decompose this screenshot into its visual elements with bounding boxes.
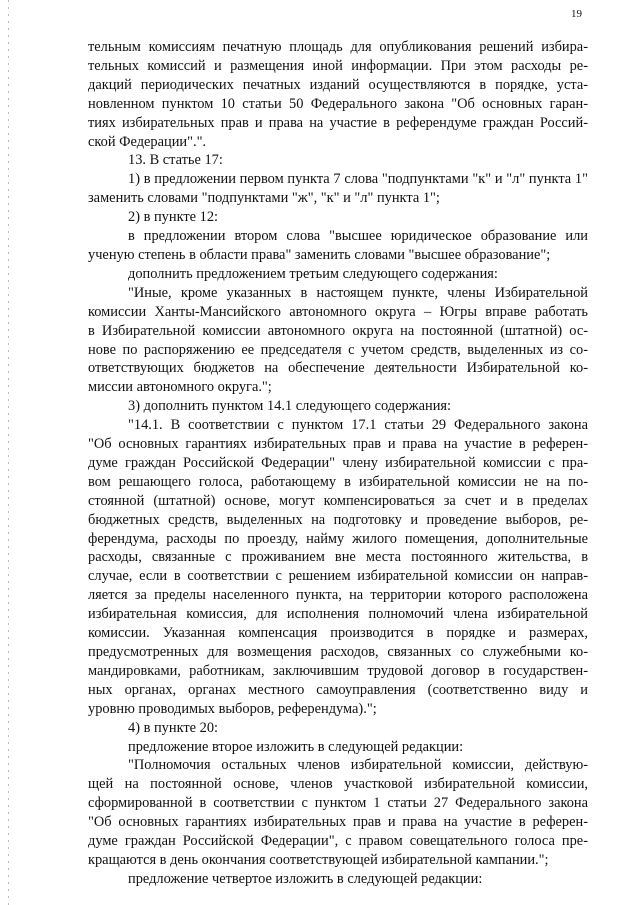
- text-line: дополнить предложением третьим следующего содержания:: [128, 265, 498, 282]
- text-line: предложение второе изложить в следующей редакции:: [128, 738, 464, 755]
- page-number: 19: [571, 8, 582, 20]
- text-line: "Об основных гарантиях избирательных прав и права на участие в референ-: [88, 436, 588, 453]
- text-line: ферендума, расходы по проезду, найму жилого помещения, дополнительные: [88, 530, 588, 547]
- text-line: ных органах, органах местного самоуправления (соответственно виду и: [88, 681, 588, 698]
- text-line: ответствующих бюджетов на обеспечение деятельности Избирательной ко-: [88, 360, 588, 377]
- text-line: 1) в предложении первом пункта 7 слова "подпунктами "к" и "л" пункта 1": [128, 171, 588, 188]
- text-line: стоянной (штатной) основе, могут компенсироваться за счет и в пределах: [88, 492, 588, 509]
- text-line: расходы, связанные с проживанием вне места постоянного жительства, в: [88, 549, 588, 566]
- text-line: комиссии Ханты-Мансийского автономного округа – Югры вправе работать: [88, 303, 588, 320]
- text-line: мандировками, работникам, заключившим трудовой договор в государствен-: [88, 662, 588, 679]
- text-line: "14.1. В соответствии с пунктом 17.1 статьи 29 Федерального закона: [128, 417, 588, 434]
- text-line: тиях избирательных прав и права на участие в референдуме граждан Россий-: [88, 114, 588, 131]
- document-body: [88, 38, 588, 889]
- text-line: новленном пунктом 10 статьи 50 Федерального закона "Об основных гаран-: [88, 95, 588, 112]
- text-line: "Об основных гарантиях избирательных прав и права на участие в референ-: [88, 814, 588, 831]
- text-line: дакций периодических печатных изданий осуществляются в порядке, уста-: [88, 76, 588, 93]
- text-line: случае, если в соответствии с решением избирательной комиссии он направ-: [88, 568, 588, 585]
- text-line: ученую степень в области права" заменить словами "высшее образование";: [88, 246, 551, 263]
- text-line: бюджетных средств, выделенных на подготовку и проведение выборов, ре-: [88, 511, 588, 528]
- text-line: в предложении втором слова "высшее юридическое образование или: [128, 228, 588, 245]
- text-line: сформированной в соответствии с пунктом 1 статьи 27 Федерального закона: [88, 795, 588, 812]
- text-line: 3) дополнить пунктом 14.1 следующего содержания:: [128, 398, 452, 415]
- text-line: вом решающего голоса, работающему в избирательной комиссии не на по-: [88, 473, 588, 490]
- text-line: щей на постоянной основе, членов участковой избирательной комиссии,: [88, 776, 588, 793]
- text-line: в Избирательной комиссии автономного округа на постоянной (штатной) ос-: [88, 322, 588, 339]
- text-line: заменить словами "подпунктами "ж", "к" и "л" пункта 1";: [88, 190, 440, 207]
- text-line: избирательная комиссия, для исполнения полномочий члена избирательной: [88, 606, 588, 623]
- text-line: думе граждан Российской Федерации" члену избирательной комиссии с пра-: [88, 454, 588, 471]
- text-line: предусмотренных для возмещения расходов, связанных со служебными ко-: [88, 644, 588, 660]
- scan-edge-mark: [8, 0, 9, 905]
- text-line: 13. В статье 17:: [128, 152, 223, 169]
- text-line: "Иные, кроме указанных в настоящем пункте, члены Избирательной: [128, 284, 588, 301]
- text-line: 4) в пункте 20:: [128, 719, 219, 736]
- text-line: думе граждан Российской Федерации", с правом совещательного голоса пре-: [88, 833, 588, 850]
- text-line: ской Федерации".".: [88, 133, 207, 150]
- text-line: кращаются в день окончания соответствующей избирательной кампании.";: [88, 851, 549, 868]
- text-line: тельных комиссий и размещения иной информации. При этом расходы ре-: [88, 57, 588, 74]
- text-line: 2) в пункте 12:: [128, 209, 219, 226]
- text-line: комиссии. Указанная компенсация производится в порядке и размерах,: [88, 625, 588, 642]
- text-line: нове по распоряжению ее председателя с учетом средств, выделенных из со-: [88, 341, 588, 358]
- text-line: "Полномочия остальных членов избирательной комиссии, действую-: [128, 757, 588, 774]
- text-line: миссии автономного округа.";: [88, 379, 272, 396]
- text-line: предложение четвертое изложить в следующей редакции:: [128, 870, 483, 887]
- text-line: тельным комиссиям печатную площадь для опубликования решений избира-: [88, 39, 588, 55]
- text-line: ляется за пределы населенного пункта, на территории которого расположена: [88, 587, 588, 604]
- text-line: уровню проводимых выборов, референдума).";: [88, 700, 377, 717]
